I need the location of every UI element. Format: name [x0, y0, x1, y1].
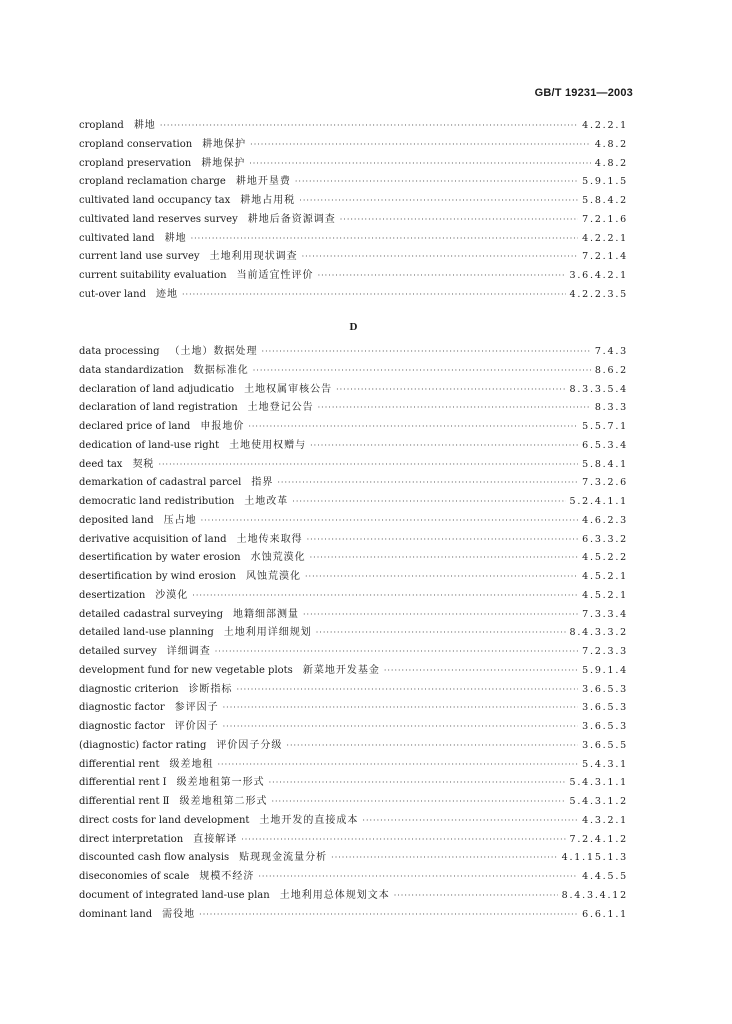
- dot-leader: [310, 549, 579, 568]
- entry-term: deposited land: [79, 514, 154, 526]
- entry-clause-number: 5.5.7.1: [582, 421, 628, 432]
- dot-leader: [241, 831, 565, 850]
- entry-chinese-term: 参评因子: [174, 702, 219, 714]
- entry-chinese-term: 申报地价: [200, 421, 245, 432]
- entry-clause-number: 7.3.3.4: [582, 608, 628, 620]
- dot-leader: [384, 662, 578, 681]
- dot-leader: [223, 718, 579, 737]
- entry-term: differential rent Ⅱ: [79, 796, 170, 807]
- index-entry: [79, 662, 628, 681]
- index-entry: [79, 868, 628, 887]
- dot-leader: [336, 381, 565, 400]
- dot-leader: [305, 568, 578, 587]
- entry-clause-number: 4.5.2.1: [582, 589, 628, 601]
- entry-chinese-term: 土地登记公告: [247, 402, 314, 414]
- dot-leader: [199, 906, 578, 925]
- entry-term: cropland reclamation charge: [79, 176, 226, 188]
- entry-term: deed tax: [79, 458, 123, 470]
- index-entry: [79, 793, 628, 812]
- entry-term: direct costs for land development: [79, 814, 250, 826]
- entry-chinese-term: 耕地占用税: [240, 195, 296, 206]
- entry-term: desertification by wind erosion: [79, 571, 236, 582]
- entry-term: discounted cash flow analysis: [79, 852, 230, 864]
- entry-clause-number: 5.8.4.1: [582, 458, 628, 470]
- entry-term: cropland preservation: [79, 157, 192, 169]
- index-entry: [79, 643, 628, 662]
- entry-clause-number: 6.3.3.2: [582, 533, 628, 545]
- standard-number: GB/T 19231—2003: [534, 87, 633, 99]
- entry-term: data processing: [79, 346, 160, 357]
- entry-term: direct interpretation: [79, 833, 184, 845]
- index-entry: [79, 418, 628, 437]
- index-entry: [79, 493, 628, 512]
- index-entry: [79, 699, 628, 718]
- entry-chinese-term: 级差地租第二形式: [179, 796, 268, 807]
- entry-clause-number: 4.2.2.1: [582, 232, 628, 244]
- index-entry: [79, 230, 628, 249]
- dot-leader: [271, 793, 565, 812]
- index-entry: [79, 812, 628, 831]
- entry-chinese-term: 当前适宜性评价: [236, 270, 314, 281]
- entry-chinese-term: 耕地后备资源调查: [247, 213, 336, 225]
- entry-clause-number: 4.2.2.3.5: [569, 288, 628, 300]
- entry-clause-number: 5.8.4.2: [582, 195, 628, 206]
- dot-leader: [249, 155, 591, 174]
- entry-clause-number: 5.4.3.1.1: [569, 777, 628, 789]
- entry-chinese-term: 级差地租: [169, 758, 214, 770]
- entry-term: diagnostic factor: [79, 721, 165, 732]
- entry-chinese-term: 直接解译: [193, 833, 238, 845]
- entry-chinese-term: 沙漠化: [155, 589, 189, 601]
- entry-chinese-term: 耕地开垦费: [235, 176, 291, 188]
- entry-term: (diagnostic) factor rating: [79, 739, 207, 751]
- index-entry: [79, 248, 628, 267]
- entry-clause-number: 3.6.5.3: [582, 683, 628, 695]
- dot-leader: [253, 362, 591, 381]
- entry-chinese-term: 土地开发的直接成本: [259, 814, 359, 826]
- entry-clause-number: 3.6.4.2.1: [569, 270, 628, 281]
- entry-chinese-term: 契税: [132, 458, 155, 470]
- entry-term: cultivated land reserves survey: [79, 213, 238, 225]
- entry-chinese-term: 数据标准化: [193, 364, 249, 376]
- dot-leader: [215, 643, 578, 662]
- index-entry: [79, 568, 628, 587]
- entry-clause-number: 7.4.3: [594, 346, 628, 357]
- index-entry: [79, 381, 628, 400]
- dot-leader: [318, 399, 591, 418]
- dot-leader: [262, 343, 591, 362]
- index-entry: [79, 362, 628, 381]
- entry-term: current suitability evaluation: [79, 270, 227, 281]
- entry-clause-number: 4.5.2.2: [582, 552, 628, 564]
- index-entry: [79, 136, 628, 155]
- entry-chinese-term: 土地使用权赠与: [229, 439, 307, 451]
- entry-chinese-term: 耕地: [133, 120, 156, 131]
- entry-clause-number: 7.2.4.1.2: [569, 833, 628, 845]
- index-entry: [79, 192, 628, 211]
- entry-clause-number: 7.2.3.3: [582, 646, 628, 657]
- entry-chinese-term: 评价因子: [174, 721, 219, 732]
- dot-leader: [158, 456, 578, 475]
- entry-term: development fund for new vegetable plots: [79, 664, 293, 676]
- entry-clause-number: 8.4.3.3.2: [569, 627, 628, 639]
- index-entry: [79, 512, 628, 531]
- entry-term: detailed survey: [79, 646, 157, 657]
- entry-clause-number: 7.2.1.6: [582, 213, 628, 225]
- section-letter-d: D: [349, 321, 358, 333]
- entry-term: diseconomies of scale: [79, 871, 190, 882]
- entry-clause-number: 8.3.3: [594, 402, 628, 414]
- entry-chinese-term: 水蚀荒漠化: [250, 552, 306, 564]
- entry-clause-number: 5.9.1.4: [582, 664, 628, 676]
- entry-clause-number: 3.6.5.3: [582, 721, 628, 732]
- entry-clause-number: 4.6.2.3: [582, 514, 628, 526]
- index-entry: [79, 399, 628, 418]
- entry-clause-number: 7.2.1.4: [582, 251, 628, 263]
- entry-term: declaration of land adjudicatio: [79, 383, 235, 395]
- entry-term: democratic land redistribution: [79, 496, 235, 507]
- dot-leader: [362, 812, 578, 831]
- dot-leader: [303, 606, 578, 625]
- entry-clause-number: 4.8.2: [594, 138, 628, 150]
- entry-clause-number: 5.2.4.1.1: [569, 496, 628, 507]
- entry-clause-number: 4.5.2.1: [582, 571, 628, 582]
- dot-leader: [310, 437, 578, 456]
- index-entry: [79, 887, 628, 906]
- index-entry: [79, 681, 628, 700]
- index-entry: [79, 267, 628, 286]
- entry-chinese-term: 迹地: [156, 288, 178, 300]
- entry-chinese-term: 地籍细部测量: [233, 608, 299, 620]
- dot-leader: [237, 681, 579, 700]
- entry-term: declared price of land: [79, 421, 191, 432]
- entry-chinese-term: 土地利用现状调查: [209, 251, 298, 263]
- entry-term: cut-over land: [79, 288, 146, 300]
- entry-chinese-term: 土地权属审核公告: [244, 383, 333, 395]
- dot-leader: [217, 756, 578, 775]
- entry-chinese-term: （土地）数据处理: [169, 346, 258, 357]
- entry-clause-number: 4.4.5.5: [582, 871, 628, 882]
- entry-chinese-term: 指界: [251, 477, 274, 489]
- index-entry: [79, 437, 628, 456]
- entry-chinese-term: 贴现现金流量分析: [239, 852, 328, 864]
- entry-clause-number: 3.6.5.3: [582, 702, 628, 714]
- index-entry: [79, 906, 628, 925]
- index-entry: [79, 211, 628, 230]
- dot-leader: [248, 418, 578, 437]
- entry-clause-number: 7.3.2.6: [582, 477, 628, 489]
- entry-chinese-term: 评价因子分级: [216, 739, 283, 751]
- dot-leader: [331, 849, 557, 868]
- index-entry: [79, 549, 628, 568]
- index-entry: [79, 155, 628, 174]
- index-entry: [79, 343, 628, 362]
- entry-chinese-term: 压占地: [163, 514, 197, 526]
- dot-leader: [269, 774, 566, 793]
- entry-clause-number: 5.4.3.1.2: [569, 796, 628, 807]
- entry-term: differential rent Ⅰ: [79, 777, 167, 789]
- entry-term: document of integrated land-use plan: [79, 889, 270, 901]
- dot-leader: [277, 474, 578, 493]
- index-entry: [79, 831, 628, 850]
- entry-clause-number: 5.4.3.1: [582, 758, 628, 770]
- index-entry: [79, 173, 628, 192]
- dot-leader: [250, 136, 591, 155]
- entry-clause-number: 8.6.2: [594, 364, 628, 376]
- entry-chinese-term: 土地利用总体规划文本: [279, 889, 390, 901]
- dot-leader: [182, 286, 566, 305]
- entry-chinese-term: 土地利用详细规划: [223, 627, 312, 639]
- entry-chinese-term: 级差地租第一形式: [176, 777, 265, 789]
- entry-term: desertification by water erosion: [79, 552, 241, 564]
- dot-leader: [258, 868, 578, 887]
- entry-term: demarkation of cadastral parcel: [79, 477, 242, 489]
- entry-chinese-term: 风蚀荒漠化: [245, 571, 301, 582]
- dot-leader: [302, 248, 579, 267]
- entry-clause-number: 6.6.1.1: [582, 908, 628, 920]
- index-entry: [79, 756, 628, 775]
- entry-clause-number: 4.8.2: [594, 157, 628, 169]
- entry-clause-number: 4.1.15.1.3: [561, 852, 628, 864]
- entry-term: dedication of land-use right: [79, 439, 220, 451]
- entry-term: dominant land: [79, 908, 153, 920]
- index-entry: [79, 531, 628, 550]
- entry-chinese-term: 土地改革: [244, 496, 289, 507]
- entry-term: cultivated land occupancy tax: [79, 195, 231, 206]
- entry-chinese-term: 规模不经济: [199, 871, 255, 882]
- entry-term: cropland conservation: [79, 138, 193, 150]
- dot-leader: [160, 117, 578, 136]
- entry-clause-number: 4.3.2.1: [582, 814, 628, 826]
- index-entry: [79, 737, 628, 756]
- dot-leader: [316, 624, 566, 643]
- entry-clause-number: 6.5.3.4: [582, 439, 628, 451]
- index-entry: [79, 117, 628, 136]
- dot-leader: [192, 587, 578, 606]
- entry-clause-number: 4.2.2.1: [582, 120, 628, 131]
- index-entry: [79, 474, 628, 493]
- entry-chinese-term: 详细调查: [166, 646, 211, 657]
- entry-term: current land use survey: [79, 251, 200, 263]
- index-section-c: [79, 117, 628, 305]
- index-entry: [79, 587, 628, 606]
- entry-chinese-term: 需役地: [162, 908, 196, 920]
- dot-leader: [340, 211, 578, 230]
- index-entry: [79, 624, 628, 643]
- entry-clause-number: 3.6.5.5: [582, 739, 628, 751]
- entry-chinese-term: 新菜地开发基金: [302, 664, 380, 676]
- dot-leader: [292, 493, 565, 512]
- entry-chinese-term: 土地传来取得: [236, 533, 303, 545]
- entry-term: desertization: [79, 589, 146, 601]
- index-entry: [79, 456, 628, 475]
- dot-leader: [299, 192, 578, 211]
- entry-chinese-term: 耕地保护: [202, 138, 247, 150]
- index-entry: [79, 606, 628, 625]
- entry-term: declaration of land registration: [79, 402, 238, 414]
- index-section-d: [79, 343, 628, 924]
- entry-clause-number: 5.9.1.5: [582, 176, 628, 188]
- entry-clause-number: 8.4.3.4.12: [561, 889, 628, 901]
- dot-leader: [286, 737, 578, 756]
- dot-leader: [191, 230, 579, 249]
- entry-term: detailed cadastral surveying: [79, 608, 223, 620]
- dot-leader: [307, 531, 579, 550]
- dot-leader: [295, 173, 578, 192]
- index-entry: [79, 849, 628, 868]
- dot-leader: [201, 512, 579, 531]
- dot-leader: [318, 267, 566, 286]
- entry-term: detailed land-use planning: [79, 627, 214, 639]
- index-entry: [79, 718, 628, 737]
- dot-leader: [223, 699, 579, 718]
- entry-term: diagnostic factor: [79, 702, 165, 714]
- entry-term: derivative acquisition of land: [79, 533, 227, 545]
- dot-leader: [394, 887, 558, 906]
- index-entry: [79, 774, 628, 793]
- entry-term: data standardization: [79, 364, 184, 376]
- entry-chinese-term: 诊断指标: [188, 683, 233, 695]
- index-entry: [79, 286, 628, 305]
- entry-term: cultivated land: [79, 232, 155, 244]
- entry-term: cropland: [79, 120, 124, 131]
- entry-chinese-term: 耕地: [164, 232, 187, 244]
- entry-chinese-term: 耕地保护: [201, 157, 246, 169]
- entry-clause-number: 8.3.3.5.4: [569, 383, 628, 395]
- entry-term: differential rent: [79, 758, 160, 770]
- entry-term: diagnostic criterion: [79, 683, 179, 695]
